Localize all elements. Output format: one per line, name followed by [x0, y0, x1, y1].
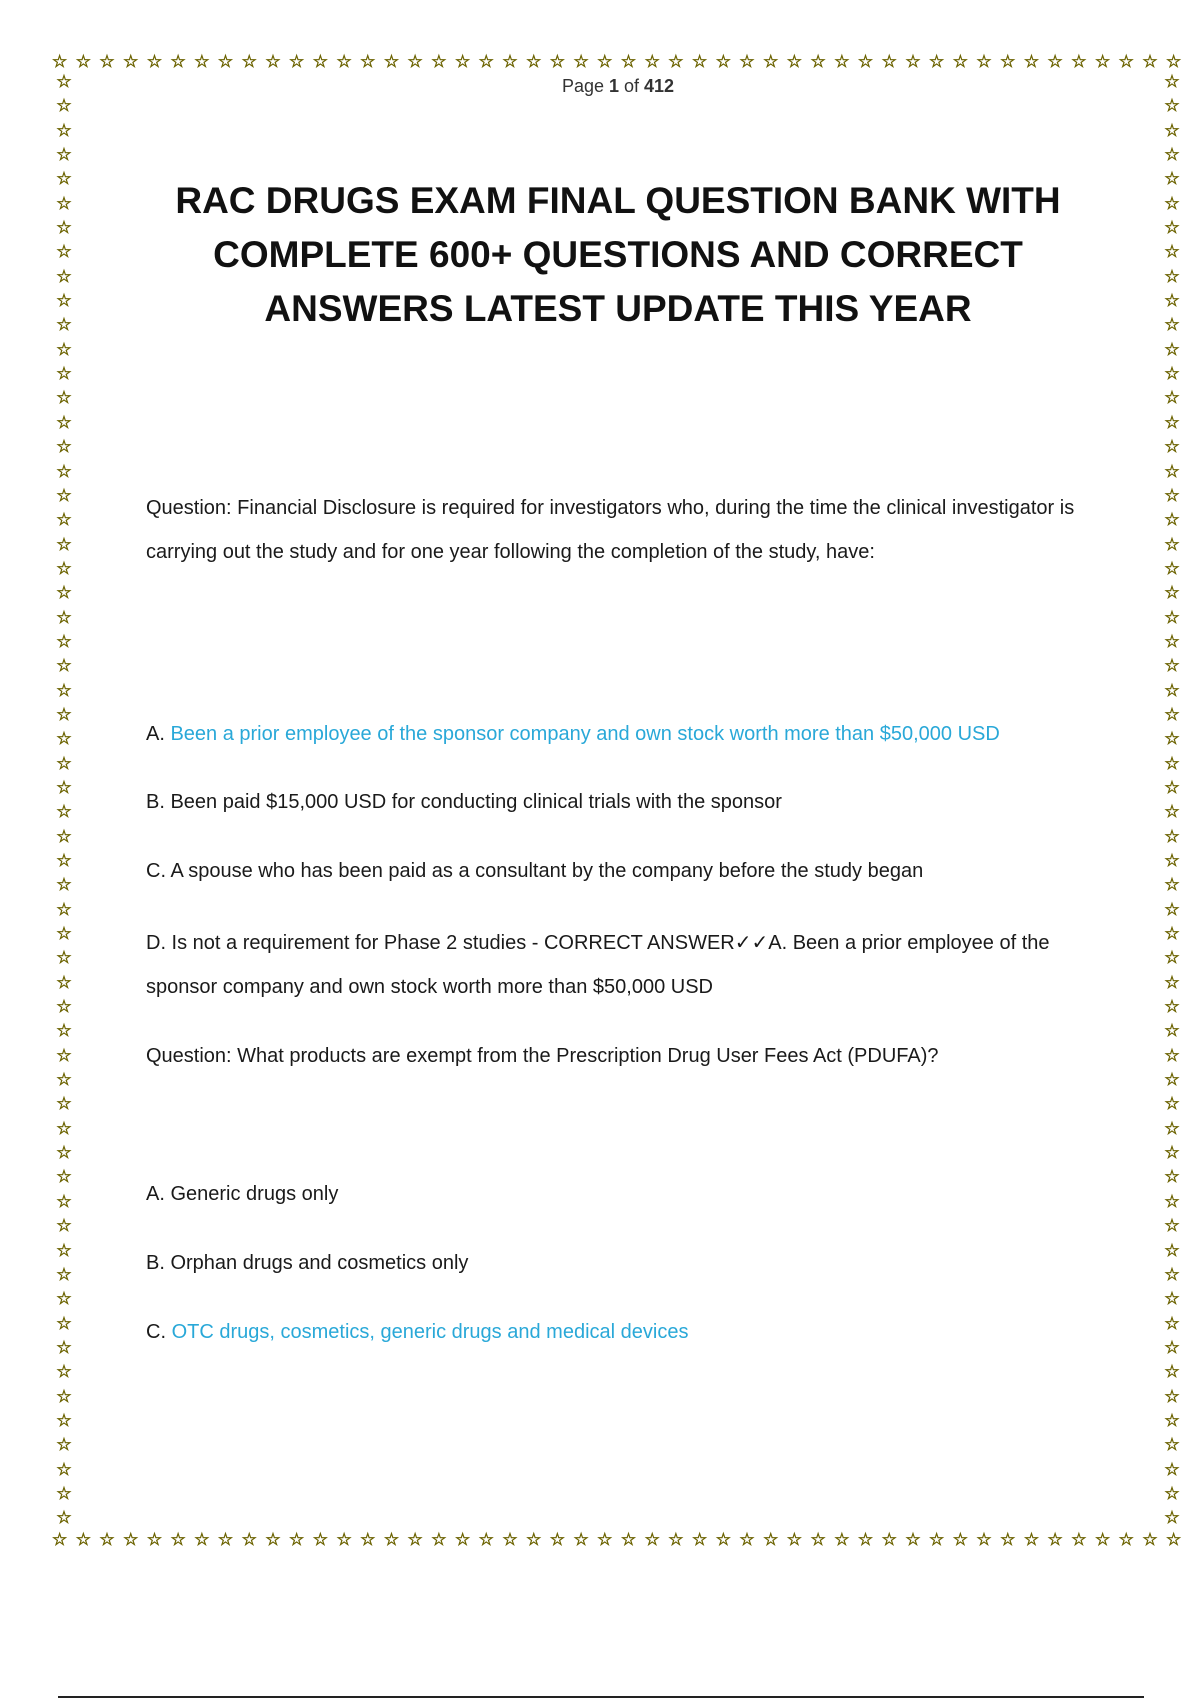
star-icon: ☆	[644, 1529, 660, 1550]
star-icon: ☆	[1164, 1191, 1180, 1212]
star-icon: ☆	[407, 51, 423, 72]
star-icon: ☆	[1164, 1386, 1180, 1407]
q2-option-c: C. OTC drugs, cosmetics, generic drugs and medical devices	[146, 1321, 689, 1343]
star-icon: ☆	[857, 1529, 874, 1550]
q2-option-a: A. Generic drugs only	[146, 1183, 339, 1205]
star-icon: ☆	[1164, 72, 1180, 92]
star-icon: ☆	[56, 315, 72, 336]
star-icon: ☆	[881, 51, 897, 72]
star-icon: ☆	[1164, 1118, 1180, 1139]
star-icon: ☆	[407, 1529, 423, 1550]
star-icon: ☆	[56, 510, 72, 531]
star-icon: ☆	[56, 193, 72, 214]
star-icon: ☆	[56, 948, 72, 969]
star-icon: ☆	[56, 388, 72, 409]
star-icon: ☆	[1164, 1094, 1180, 1115]
star-icon: ☆	[56, 1216, 72, 1237]
star-icon: ☆	[265, 1529, 281, 1550]
star-icon: ☆	[1164, 437, 1180, 458]
star-icon: ☆	[1164, 291, 1180, 312]
star-icon: ☆	[1164, 631, 1180, 652]
star-icon: ☆	[691, 1529, 708, 1550]
star-icon: ☆	[1164, 1167, 1180, 1188]
star-icon: ☆	[56, 96, 72, 117]
star-icon: ☆	[1164, 1362, 1180, 1383]
document-title: RAC DRUGS EXAM FINAL QUESTION BANK WITH COMPLETE 600+ QUESTIONS AND CORRECT ANSWERS LATEST UPDATE THIS YEAR	[175, 180, 1061, 329]
star-icon: ☆	[1164, 145, 1180, 166]
star-icon: ☆	[526, 51, 542, 72]
star-icon: ☆	[502, 1529, 518, 1550]
star-icon: ☆	[56, 437, 72, 458]
star-icon: ☆	[146, 51, 163, 72]
star-icon: ☆	[56, 169, 72, 190]
star-icon: ☆	[56, 607, 72, 628]
q2-option-c-highlight: OTC drugs, cosmetics, generic drugs and medical devices	[171, 1321, 689, 1343]
star-icon: ☆	[573, 51, 589, 72]
star-icon: ☆	[1164, 948, 1180, 969]
star-icon: ☆	[56, 875, 72, 896]
star-icon: ☆	[929, 1529, 945, 1550]
star-icon: ☆	[1164, 583, 1180, 604]
star-icon: ☆	[56, 1264, 72, 1285]
star-icon: ☆	[56, 777, 72, 798]
question-2-text: Question: What products are exempt from the Prescription Drug User Fees Act (PDUFA)?	[146, 1045, 939, 1067]
q1-option-c: C. A spouse who has been paid as a consultant by the company before the study began	[146, 860, 924, 882]
star-icon: ☆	[1164, 339, 1180, 360]
star-icon: ☆	[763, 51, 779, 72]
star-icon: ☆	[715, 51, 731, 72]
star-icon: ☆	[265, 51, 281, 72]
star-icon: ☆	[194, 1529, 210, 1550]
star-icon: ☆	[1164, 875, 1180, 896]
star-icon: ☆	[99, 1529, 115, 1550]
star-icon: ☆	[1164, 1313, 1180, 1334]
star-icon: ☆	[786, 51, 803, 72]
star-icon: ☆	[1164, 534, 1180, 555]
star-icon: ☆	[763, 1529, 779, 1550]
star-icon: ☆	[289, 51, 305, 72]
star-icon: ☆	[56, 729, 72, 750]
star-icon: ☆	[1164, 1508, 1180, 1529]
star-icon: ☆	[75, 51, 91, 72]
star-icon: ☆	[976, 1529, 992, 1550]
star-icon: ☆	[56, 1070, 72, 1091]
star-icon: ☆	[1164, 972, 1180, 993]
star-icon: ☆	[56, 656, 72, 677]
star-icon: ☆	[454, 51, 471, 72]
star-icon: ☆	[1164, 1216, 1180, 1237]
star-icon: ☆	[1094, 1529, 1111, 1550]
q1-option-b: B. Been paid $15,000 USD for conducting clinical trials with the sponsor	[146, 791, 782, 813]
star-border-left	[52, 74, 76, 1528]
star-icon: ☆	[786, 1529, 803, 1550]
star-icon: ☆	[1164, 777, 1180, 798]
star-icon: ☆	[56, 826, 72, 847]
star-icon: ☆	[1142, 51, 1158, 72]
star-icon: ☆	[56, 1313, 72, 1334]
star-icon: ☆	[56, 1362, 72, 1383]
q1-option-a: A. Been a prior employee of the sponsor company and own stock worth more than $50,000 USD	[146, 723, 1000, 745]
star-icon: ☆	[336, 51, 352, 72]
star-icon: ☆	[56, 266, 72, 287]
star-icon: ☆	[56, 997, 72, 1018]
star-icon: ☆	[1164, 485, 1180, 506]
star-icon: ☆	[1164, 120, 1180, 141]
star-icon: ☆	[905, 1529, 921, 1550]
star-icon: ☆	[56, 558, 72, 579]
star-icon: ☆	[194, 51, 210, 72]
star-icon: ☆	[1164, 924, 1180, 945]
star-icon: ☆	[312, 51, 328, 72]
star-icon: ☆	[289, 1529, 305, 1550]
star-icon: ☆	[1164, 1240, 1180, 1261]
star-icon: ☆	[502, 51, 518, 72]
star-icon: ☆	[881, 1529, 897, 1550]
star-icon: ☆	[1164, 851, 1180, 871]
star-icon: ☆	[1164, 193, 1180, 214]
star-icon: ☆	[170, 51, 186, 72]
star-icon: ☆	[952, 51, 968, 72]
star-icon: ☆	[976, 51, 992, 72]
star-icon: ☆	[1164, 461, 1180, 482]
star-icon: ☆	[549, 1529, 566, 1550]
star-icon: ☆	[56, 218, 72, 239]
star-icon: ☆	[1023, 51, 1040, 72]
star-icon: ☆	[56, 1021, 72, 1042]
star-icon: ☆	[56, 899, 72, 920]
star-icon: ☆	[1164, 96, 1180, 117]
star-icon: ☆	[1071, 1529, 1087, 1550]
star-icon: ☆	[312, 1529, 328, 1550]
star-border-bottom	[52, 1528, 1182, 1552]
star-icon: ☆	[1023, 1529, 1040, 1550]
star-icon: ☆	[478, 1529, 494, 1550]
star-icon: ☆	[1164, 729, 1180, 750]
page-number: Page 1 of 412	[561, 76, 675, 96]
star-icon: ☆	[56, 145, 72, 166]
star-icon: ☆	[929, 51, 945, 72]
star-icon: ☆	[56, 631, 72, 652]
star-icon: ☆	[383, 51, 400, 72]
star-icon: ☆	[75, 1529, 91, 1550]
star-icon: ☆	[56, 704, 72, 725]
star-icon: ☆	[573, 1529, 589, 1550]
star-icon: ☆	[1071, 51, 1087, 72]
star-icon: ☆	[123, 1529, 139, 1550]
star-icon: ☆	[620, 51, 637, 72]
star-icon: ☆	[56, 1459, 72, 1480]
star-icon: ☆	[1164, 1435, 1180, 1456]
star-icon: ☆	[478, 51, 494, 72]
star-icon: ☆	[56, 1435, 72, 1456]
star-icon: ☆	[56, 1240, 72, 1261]
star-icon: ☆	[1164, 704, 1180, 725]
star-icon: ☆	[52, 51, 68, 72]
question-1-text: Question: Financial Disclosure is required for investigators who, during the time the clinical investigator is carrying out the study and for one year following the completion of the study, have:	[146, 497, 1075, 563]
star-icon: ☆	[1164, 1143, 1180, 1164]
star-icon: ☆	[834, 1529, 850, 1550]
star-icon: ☆	[1164, 1337, 1180, 1358]
star-icon: ☆	[56, 1508, 72, 1529]
star-icon: ☆	[1164, 510, 1180, 531]
star-icon: ☆	[360, 1529, 376, 1550]
star-icon: ☆	[170, 1529, 186, 1550]
q1-option-a-highlight: Been a prior employee of the sponsor company and own stock worth more than $50,000 USD	[170, 723, 1000, 745]
star-icon: ☆	[56, 364, 72, 385]
star-icon: ☆	[1164, 1264, 1180, 1285]
star-icon: ☆	[123, 51, 139, 72]
star-icon: ☆	[1047, 51, 1063, 72]
star-icon: ☆	[56, 851, 72, 871]
star-icon: ☆	[1164, 1483, 1180, 1504]
star-icon: ☆	[597, 1529, 613, 1550]
star-icon: ☆	[1000, 1529, 1016, 1550]
star-icon: ☆	[146, 1529, 163, 1550]
star-icon: ☆	[952, 1529, 968, 1550]
star-icon: ☆	[241, 51, 257, 72]
star-icon: ☆	[644, 51, 660, 72]
star-icon: ☆	[1166, 1529, 1182, 1550]
star-icon: ☆	[56, 753, 72, 774]
star-icon: ☆	[597, 51, 613, 72]
star-icon: ☆	[715, 1529, 731, 1550]
star-icon: ☆	[810, 1529, 826, 1550]
star-icon: ☆	[1164, 1289, 1180, 1310]
star-icon: ☆	[431, 51, 447, 72]
star-icon: ☆	[1164, 1459, 1180, 1480]
star-icon: ☆	[1118, 1529, 1134, 1550]
star-icon: ☆	[56, 1386, 72, 1407]
star-icon: ☆	[1164, 242, 1180, 263]
star-icon: ☆	[1164, 412, 1180, 433]
star-icon: ☆	[1164, 656, 1180, 677]
star-icon: ☆	[1094, 51, 1111, 72]
star-icon: ☆	[1164, 315, 1180, 336]
star-icon: ☆	[56, 924, 72, 945]
star-icon: ☆	[56, 1143, 72, 1164]
star-icon: ☆	[549, 51, 566, 72]
star-icon: ☆	[383, 1529, 400, 1550]
star-icon: ☆	[56, 412, 72, 433]
star-icon: ☆	[1164, 997, 1180, 1018]
star-icon: ☆	[668, 1529, 684, 1550]
star-icon: ☆	[1164, 558, 1180, 579]
star-icon: ☆	[56, 1118, 72, 1139]
star-icon: ☆	[1000, 51, 1016, 72]
star-icon: ☆	[454, 1529, 471, 1550]
star-icon: ☆	[56, 72, 72, 92]
star-icon: ☆	[1047, 1529, 1063, 1550]
star-icon: ☆	[56, 461, 72, 482]
star-icon: ☆	[1142, 1529, 1158, 1550]
star-icon: ☆	[1164, 1021, 1180, 1042]
star-icon: ☆	[691, 51, 708, 72]
star-icon: ☆	[1118, 51, 1134, 72]
star-icon: ☆	[217, 51, 234, 72]
star-icon: ☆	[56, 1045, 72, 1066]
star-icon: ☆	[905, 51, 921, 72]
star-icon: ☆	[56, 242, 72, 263]
star-icon: ☆	[857, 51, 874, 72]
star-icon: ☆	[56, 339, 72, 360]
star-icon: ☆	[56, 972, 72, 993]
star-border-right	[1160, 74, 1184, 1528]
star-icon: ☆	[56, 1191, 72, 1212]
star-icon: ☆	[56, 120, 72, 141]
star-icon: ☆	[56, 1483, 72, 1504]
star-icon: ☆	[56, 1167, 72, 1188]
q2-option-b: B. Orphan drugs and cosmetics only	[146, 1252, 469, 1274]
star-icon: ☆	[1164, 388, 1180, 409]
star-icon: ☆	[1164, 266, 1180, 287]
q1-option-d-answer: D. Is not a requirement for Phase 2 studies - CORRECT ANSWER✓✓A. Been a prior employee of the sponsor company and own stock worth more than $50,000 USD	[146, 932, 1050, 998]
star-icon: ☆	[810, 51, 826, 72]
star-icon: ☆	[56, 485, 72, 506]
star-icon: ☆	[56, 1410, 72, 1431]
star-icon: ☆	[360, 51, 376, 72]
star-icon: ☆	[1164, 826, 1180, 847]
star-icon: ☆	[1164, 1045, 1180, 1066]
star-icon: ☆	[739, 1529, 755, 1550]
star-icon: ☆	[241, 1529, 257, 1550]
star-icon: ☆	[99, 51, 115, 72]
star-icon: ☆	[1164, 607, 1180, 628]
star-icon: ☆	[56, 1289, 72, 1310]
star-icon: ☆	[56, 291, 72, 312]
star-icon: ☆	[1164, 364, 1180, 385]
star-icon: ☆	[1164, 218, 1180, 239]
star-icon: ☆	[56, 534, 72, 555]
star-icon: ☆	[1166, 51, 1182, 72]
star-icon: ☆	[1164, 169, 1180, 190]
star-icon: ☆	[668, 51, 684, 72]
star-icon: ☆	[620, 1529, 637, 1550]
star-border-top	[52, 50, 1182, 74]
star-icon: ☆	[56, 802, 72, 823]
star-icon: ☆	[56, 1337, 72, 1358]
star-icon: ☆	[217, 1529, 234, 1550]
star-icon: ☆	[1164, 753, 1180, 774]
footer-rule	[58, 1696, 1144, 1698]
star-icon: ☆	[526, 1529, 542, 1550]
star-icon: ☆	[1164, 680, 1180, 701]
star-icon: ☆	[1164, 1410, 1180, 1431]
star-icon: ☆	[336, 1529, 352, 1550]
star-icon: ☆	[52, 1529, 68, 1550]
star-icon: ☆	[1164, 802, 1180, 823]
star-icon: ☆	[56, 583, 72, 604]
star-icon: ☆	[834, 51, 850, 72]
star-icon: ☆	[431, 1529, 447, 1550]
star-icon: ☆	[1164, 1070, 1180, 1091]
star-icon: ☆	[56, 680, 72, 701]
star-icon: ☆	[739, 51, 755, 72]
star-icon: ☆	[56, 1094, 72, 1115]
star-icon: ☆	[1164, 899, 1180, 920]
